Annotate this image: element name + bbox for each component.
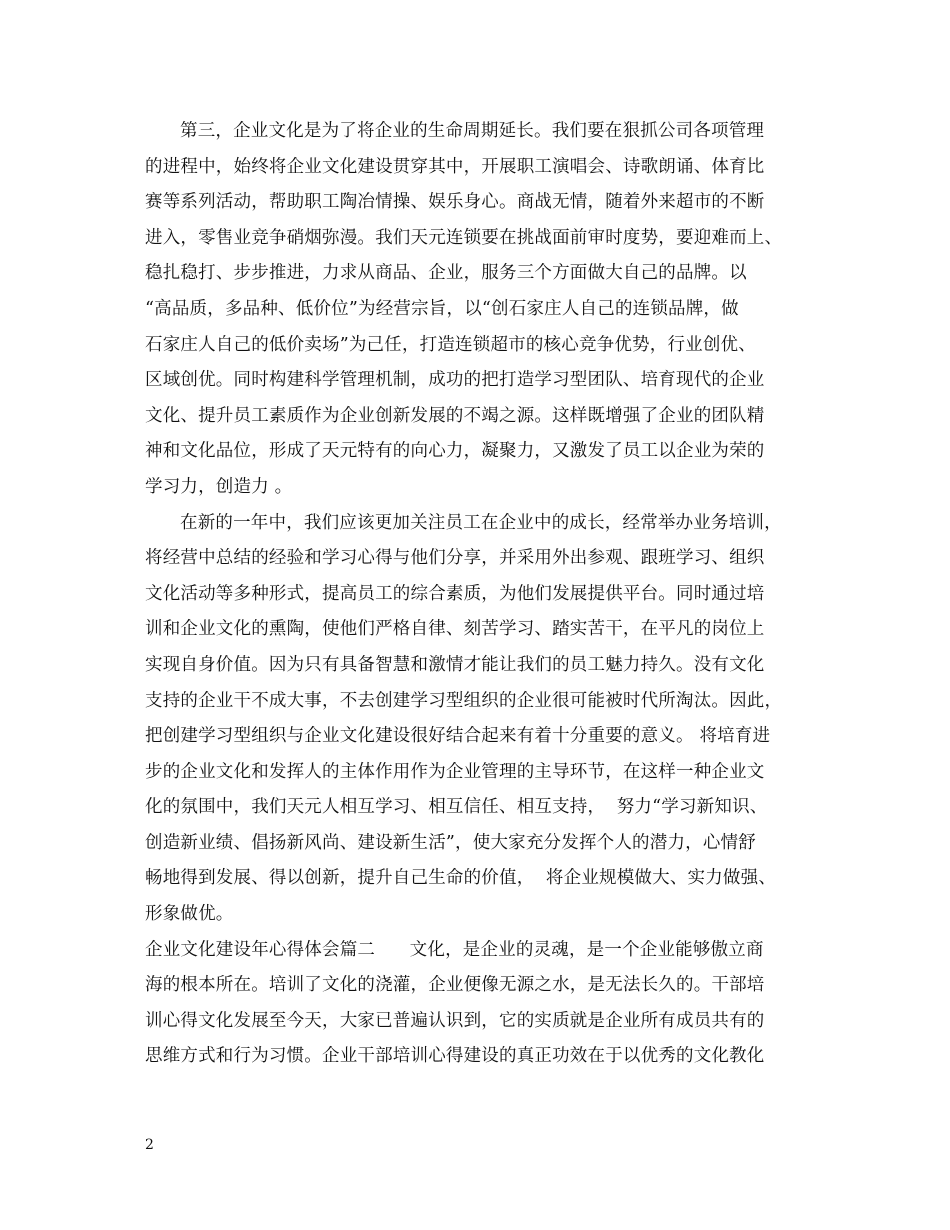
text-line: 石家庄人自己的低价卖场”为己任，打造连锁超市的核心竞争优势，行业创优、 [145, 334, 756, 355]
text-line: 进入，零售业竞争硝烟弥漫。我们天元连锁要在挑战面前审时度势，要迎难而上、 [145, 227, 783, 248]
text-line: 化的氛围中，我们天元人相互学习、相互信任、相互支持， 努力“学习新知识、 [145, 797, 768, 818]
text-line: 文化、提升员工素质作为企业创新发展的不竭之源。这样既增强了企业的团队精 [145, 405, 765, 426]
text-line: 文化活动等多种形式，提高员工的综合素质，为他们发展提供平台。同时通过培 [145, 583, 765, 604]
text-line: 形象做优。 [145, 904, 234, 925]
text-line: 海的根本所在。培训了文化的浇灌，企业便像无源之水，是无法长久的。干部培 [145, 975, 765, 996]
text-line: 学习力，创造力 。 [145, 476, 293, 497]
text-line: 训心得文化发展至今天，大家已普遍认识到，它的实质就是企业所有成员共有的 [145, 1010, 765, 1031]
text-line: 畅地得到发展、得以创新，提升自己生命的价值， 将企业规模做大、实力做强、 [145, 868, 777, 889]
text-line: “高品质，多品种、低价位”为经营宗旨，以“创石家庄人自己的连锁品牌，做 [145, 298, 739, 319]
text-line: 训和企业文化的熏陶，使他们严格自律、刻苦学习、踏实苦干，在平凡的岗位上 [145, 619, 765, 640]
text-line: 创造新业绩、倡扬新风尚、建设新生活”，使大家充分发挥个人的潜力，心情舒 [145, 832, 756, 853]
text-line: 区域创优。同时构建科学管理机制，成功的把打造学习型团队、培育现代的企业 [145, 370, 765, 391]
text-line: 支持的企业干不成大事，不去创建学习型组织的企业很可能被时代所淘汰。因此， [145, 690, 783, 711]
text-line: 将经营中总结的经验和学习心得与他们分享，并采用外出参观、跟班学习、组织 [145, 548, 765, 569]
text-line: 的进程中，始终将企业文化建设贯穿其中，开展职工演唱会、诗歌朗诵、体育比 [145, 156, 765, 177]
text-line: 步的企业文化和发挥人的主体作用作为企业管理的主导环节，在这样一种企业文 [145, 761, 765, 782]
text-line: 赛等系列活动，帮助职工陶冶情操、娱乐身心。商战无情，随着外来超市的不断 [145, 192, 765, 213]
document-body [145, 114, 805, 1075]
text-line: 思维方式和行为习惯。企业干部培训心得建设的真正功效在于以优秀的文化教化 [145, 1046, 765, 1067]
text-line: 在新的一年中，我们应该更加关注员工在企业中的成长，经常举办业务培训， [180, 512, 782, 533]
text-line: 稳扎稳打、步步推进，力求从商品、企业，服务三个方面做大自己的品牌。以 [145, 263, 747, 284]
page-number: 2 [145, 1137, 154, 1153]
text-line: 第三，企业文化是为了将企业的生命周期延长。我们要在狠抓公司各项管理 [180, 121, 765, 141]
text-line: 神和文化品位，形成了天元特有的向心力，凝聚力，又激发了员工以企业为荣的 [145, 441, 765, 462]
text-line: 实现自身价值。因为只有具备智慧和激情才能让我们的员工魅力持久。没有文化 [145, 654, 765, 675]
text-line: 把创建学习型组织与企业文化建设很好结合起来有着十分重要的意义。 将培育进 [145, 726, 771, 747]
section-heading-line: 企业文化建设年心得体会篇二 文化，是企业的灵魂，是一个企业能够傲立商 [145, 939, 764, 960]
